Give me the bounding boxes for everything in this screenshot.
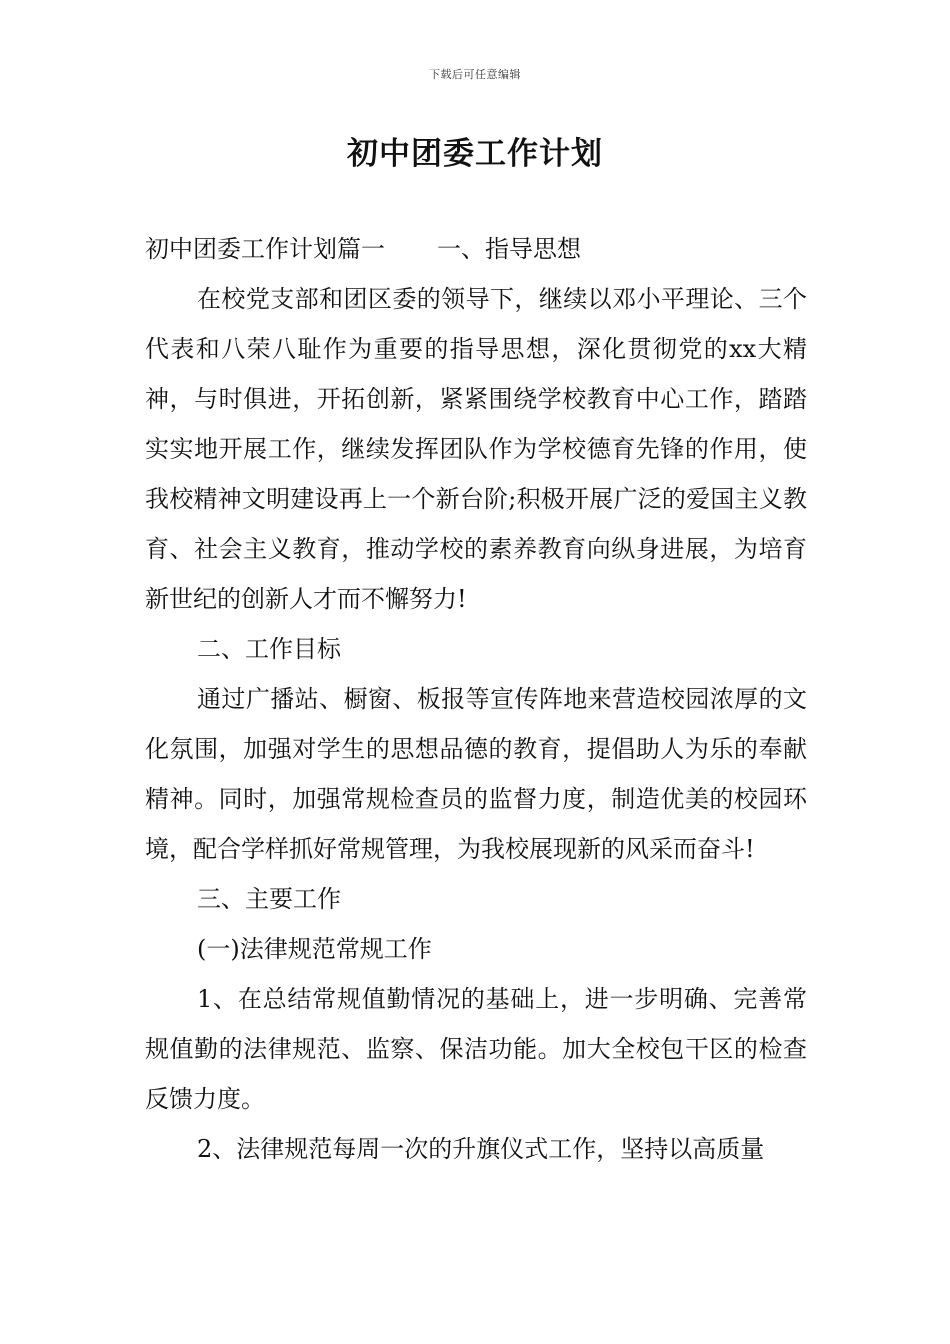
paragraph: 1、在总结常规值勤情况的基础上，进一步明确、完善常规值勤的法律规范、监察、保洁功能。加大全校包干区的检查反馈力度。 <box>145 985 807 1113</box>
section-heading-line <box>145 224 807 274</box>
paragraph: 通过广播站、橱窗、板报等宣传阵地来营造校园浓厚的文化氛围，加强对学生的思想品德的教育，提倡助人为乐的奉献精神。同时，加强常规检查员的监督力度，制造优美的校园环境，配合学样抓好常规管理，为我校展现新的风采而奋斗! <box>145 685 807 863</box>
paragraph: 在校党支部和团区委的领导下，继续以邓小平理论、三个代表和八荣八耻作为重要的指导思想，深化贯彻党的xx大精神，与时俱进，开拓创新，紧紧围绕学校教育中心工作，踏踏实实地开展工作，继续发挥团队作为学校德育先锋的作用，使我校精神文明建设再上一个新台阶;积极开展广泛的爱国主义教育、社会主义教育，推动学校的素养教育向纵身进展，为培育新世纪的创新人才而不懈努力! <box>145 285 807 613</box>
document-title: 初中团委工作计划 <box>347 136 603 172</box>
document-body <box>145 224 807 1174</box>
subsection-heading: (一)法律规范常规工作 <box>197 935 432 963</box>
paragraph: 2、法律规范每周一次的升旗仪式工作，坚持以高质量 <box>197 1135 765 1163</box>
section-heading: 三、主要工作 <box>197 885 341 913</box>
section-heading: 一、指导思想 <box>437 235 581 263</box>
header-note: 下载后可任意编辑 <box>429 68 521 81</box>
article-label: 初中团委工作计划篇一 <box>145 235 385 263</box>
section-heading: 二、工作目标 <box>197 635 341 663</box>
